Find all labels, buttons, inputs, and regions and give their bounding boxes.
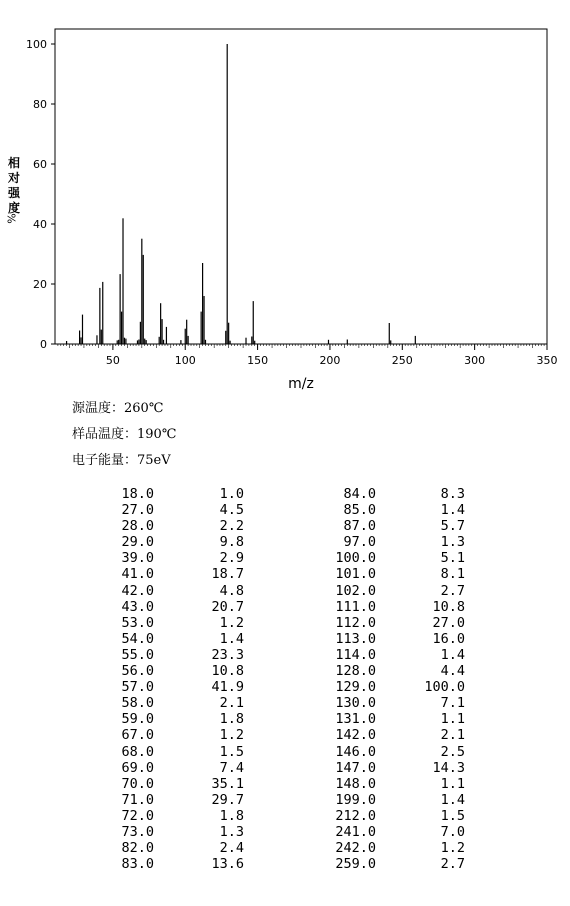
intensity-left-cell: 1.5 — [219, 743, 244, 760]
intensity-left-cell: 10.8 — [211, 663, 244, 680]
intensity-right-cell: 1.4 — [440, 502, 465, 519]
mz-left-cell: 39.0 — [121, 550, 154, 567]
table-row — [100, 534, 465, 550]
table-row — [100, 486, 465, 502]
y-tick-label: 100 — [26, 38, 47, 51]
intensity-right-cell: 5.7 — [440, 518, 465, 535]
table-row — [100, 631, 465, 647]
x-tick-label: 250 — [391, 354, 413, 367]
intensity-right-cell: 1.1 — [440, 711, 465, 728]
mz-left-cell: 53.0 — [121, 614, 154, 631]
mz-right-cell: 113.0 — [335, 630, 376, 647]
table-row — [100, 695, 465, 711]
mz-right-cell: 101.0 — [335, 566, 376, 583]
intensity-left-cell: 2.9 — [219, 550, 244, 567]
intensity-right-cell: 10.8 — [432, 598, 465, 615]
x-axis-minor-ticks — [58, 344, 544, 348]
mz-left-cell: 18.0 — [121, 486, 154, 502]
mz-right-cell: 128.0 — [335, 663, 376, 680]
table-row — [100, 776, 465, 792]
y-tick-label: 20 — [33, 278, 47, 291]
mz-left-cell: 28.0 — [121, 518, 154, 535]
table-row — [100, 711, 465, 727]
y-tick-label: 0 — [40, 338, 47, 351]
mz-left-cell: 71.0 — [121, 791, 154, 808]
intensity-left-cell: 4.5 — [219, 502, 244, 519]
table-row — [100, 502, 465, 518]
intensity-right-cell: 7.0 — [440, 823, 465, 840]
x-axis-ticks — [106, 344, 558, 367]
intensity-left-cell: 2.4 — [219, 840, 244, 857]
mz-right-cell: 97.0 — [343, 534, 376, 551]
x-tick-label: 300 — [464, 354, 486, 367]
table-row — [100, 760, 465, 776]
mz-left-cell: 59.0 — [121, 711, 154, 728]
table-row — [100, 679, 465, 695]
mz-left-cell: 54.0 — [121, 630, 154, 647]
table-row — [100, 663, 465, 679]
y-axis-ticks — [26, 38, 55, 351]
mz-right-cell: 199.0 — [335, 791, 376, 808]
mz-right-cell: 131.0 — [335, 711, 376, 728]
mz-right-cell: 85.0 — [343, 502, 376, 519]
intensity-left-cell: 20.7 — [211, 598, 244, 615]
intensity-left-cell: 2.1 — [219, 695, 244, 712]
x-tick-label: 350 — [536, 354, 558, 367]
intensity-left-cell: 1.8 — [219, 807, 244, 824]
intensity-left-cell: 23.3 — [211, 646, 244, 663]
table-row — [100, 727, 465, 743]
intensity-right-cell: 2.5 — [440, 743, 465, 760]
mz-right-cell: 111.0 — [335, 598, 376, 615]
mz-left-cell: 58.0 — [121, 695, 154, 712]
intensity-right-cell: 1.1 — [440, 775, 465, 792]
mz-left-cell: 69.0 — [121, 759, 154, 776]
mz-right-cell: 129.0 — [335, 679, 376, 696]
intensity-right-cell: 1.2 — [440, 840, 465, 857]
y-tick-label: 40 — [33, 218, 47, 231]
table-row — [100, 856, 465, 872]
mz-right-cell: 112.0 — [335, 614, 376, 631]
mz-left-cell: 27.0 — [121, 502, 154, 519]
y-tick-label: 80 — [33, 98, 47, 111]
table-row — [100, 518, 465, 534]
intensity-right-cell: 27.0 — [432, 614, 465, 631]
mz-right-cell: 146.0 — [335, 743, 376, 760]
mz-left-cell: 82.0 — [121, 840, 154, 857]
table-row — [100, 647, 465, 663]
intensity-right-cell: 1.4 — [440, 791, 465, 808]
y-axis-unit-text: % — [5, 213, 19, 224]
mz-right-cell: 100.0 — [335, 550, 376, 567]
intensity-left-cell: 2.2 — [219, 518, 244, 535]
mz-right-cell: 212.0 — [335, 807, 376, 824]
y-axis-unit — [5, 206, 23, 232]
x-tick-label: 150 — [247, 354, 269, 367]
intensity-right-cell: 1.5 — [440, 807, 465, 824]
mz-right-cell: 114.0 — [335, 646, 376, 663]
mz-left-cell: 43.0 — [121, 598, 154, 615]
intensity-right-cell: 4.4 — [440, 663, 465, 680]
mz-left-cell: 68.0 — [121, 743, 154, 760]
mz-right-cell: 241.0 — [335, 823, 376, 840]
table-row — [100, 566, 465, 582]
x-axis-label: m/z — [288, 376, 314, 392]
intensity-left-cell: 35.1 — [211, 775, 244, 792]
measurement-conditions — [72, 396, 176, 474]
table-row — [100, 824, 465, 840]
source-temperature: 源温度：260℃ — [72, 401, 164, 416]
mz-right-cell: 102.0 — [335, 582, 376, 599]
mz-left-cell: 72.0 — [121, 807, 154, 824]
mz-right-cell: 259.0 — [335, 856, 376, 873]
y-tick-label: 60 — [33, 158, 47, 171]
mz-left-cell: 41.0 — [121, 566, 154, 583]
mz-left-cell: 83.0 — [121, 856, 154, 873]
table-row — [100, 599, 465, 615]
intensity-right-cell: 16.0 — [432, 630, 465, 647]
intensity-right-cell: 8.3 — [440, 486, 465, 502]
table-row — [100, 550, 465, 566]
mz-left-cell: 56.0 — [121, 663, 154, 680]
intensity-left-cell: 29.7 — [211, 791, 244, 808]
mz-right-cell: 147.0 — [335, 759, 376, 776]
y-axis-label: 相对强度 — [7, 156, 20, 215]
mz-right-cell: 84.0 — [343, 486, 376, 502]
spectrum-peaks — [67, 44, 416, 344]
intensity-left-cell: 7.4 — [219, 759, 244, 776]
x-tick-label: 200 — [319, 354, 341, 367]
intensity-left-cell: 41.9 — [211, 679, 244, 696]
mz-right-cell: 87.0 — [343, 518, 376, 535]
intensity-right-cell: 2.7 — [440, 856, 465, 873]
peak-list-table — [100, 486, 465, 872]
intensity-right-cell: 100.0 — [424, 679, 465, 696]
intensity-left-cell: 9.8 — [219, 534, 244, 551]
intensity-right-cell: 8.1 — [440, 566, 465, 583]
mz-left-cell: 29.0 — [121, 534, 154, 551]
table-row — [100, 744, 465, 760]
mz-right-cell: 142.0 — [335, 727, 376, 744]
intensity-right-cell: 5.1 — [440, 550, 465, 567]
intensity-left-cell: 1.8 — [219, 711, 244, 728]
mz-left-cell: 67.0 — [121, 727, 154, 744]
intensity-left-cell: 1.0 — [219, 486, 244, 502]
intensity-right-cell: 1.4 — [440, 646, 465, 663]
mz-right-cell: 242.0 — [335, 840, 376, 857]
table-row — [100, 808, 465, 824]
mz-left-cell: 73.0 — [121, 823, 154, 840]
mz-left-cell: 55.0 — [121, 646, 154, 663]
table-row — [100, 583, 465, 599]
sample-temperature: 样品温度：190℃ — [72, 427, 177, 442]
x-tick-label: 100 — [174, 354, 196, 367]
table-row — [100, 615, 465, 631]
intensity-left-cell: 1.4 — [219, 630, 244, 647]
intensity-left-cell: 1.2 — [219, 614, 244, 631]
x-tick-label: 50 — [105, 354, 120, 367]
intensity-left-cell: 13.6 — [211, 856, 244, 873]
mz-left-cell: 57.0 — [121, 679, 154, 696]
plot-frame — [55, 29, 547, 344]
intensity-left-cell: 4.8 — [219, 582, 244, 599]
intensity-left-cell: 1.3 — [219, 823, 244, 840]
mz-left-cell: 42.0 — [121, 582, 154, 599]
table-row — [100, 840, 465, 856]
mz-right-cell: 148.0 — [335, 775, 376, 792]
intensity-right-cell: 2.1 — [440, 727, 465, 744]
intensity-right-cell: 7.1 — [440, 695, 465, 712]
mz-left-cell: 70.0 — [121, 775, 154, 792]
intensity-right-cell: 2.7 — [440, 582, 465, 599]
intensity-right-cell: 14.3 — [432, 759, 465, 776]
mz-right-cell: 130.0 — [335, 695, 376, 712]
mass-spectrum-chart — [0, 0, 570, 392]
intensity-left-cell: 1.2 — [219, 727, 244, 744]
table-row — [100, 792, 465, 808]
electron-energy: 电子能量：75eV — [72, 453, 171, 468]
intensity-right-cell: 1.3 — [440, 534, 465, 551]
intensity-left-cell: 18.7 — [211, 566, 244, 583]
